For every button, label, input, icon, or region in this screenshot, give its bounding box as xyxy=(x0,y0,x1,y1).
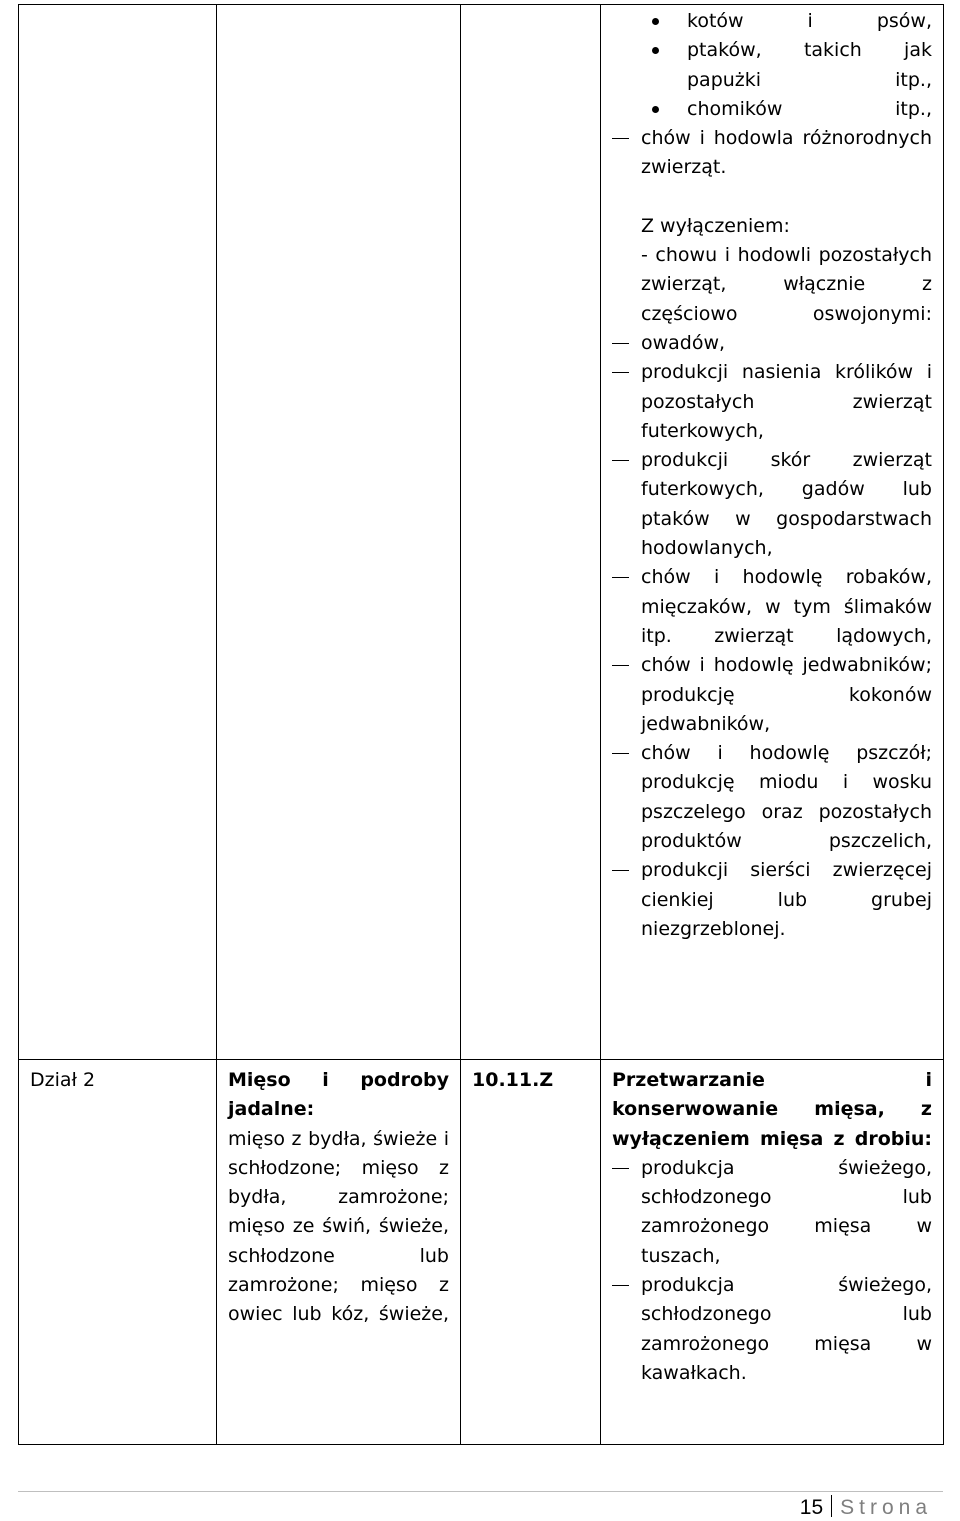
product-cell xyxy=(217,1060,461,1445)
dash-item xyxy=(612,651,932,739)
activity-cell xyxy=(601,5,944,1060)
bullet-item: ptaków, takich jak papużki itp., xyxy=(612,36,932,95)
page-footer xyxy=(800,1495,932,1521)
dash-item-text: produkcja świeżego, schłodzonego lub zamrożonego mięsa w tuszach, xyxy=(641,1156,932,1267)
dash-item-text: produkcji sierści zwierzęcej cienkiej lub grubej niezgrzeblonej. xyxy=(641,859,932,940)
exclusion-intro: Z wyłączeniem: xyxy=(641,214,790,237)
dash-marker xyxy=(612,1168,629,1169)
dash-item-text: chów i hodowlę jedwabników; produkcję kokonów jedwabników, xyxy=(641,654,932,735)
activity-cell xyxy=(601,1060,944,1445)
dash-item-text: chów i hodowla różnorodnych zwierząt. xyxy=(641,127,932,179)
section-cell xyxy=(19,5,217,1060)
page-number: 15 xyxy=(799,1496,824,1519)
exclusion-sub: - chowu i hodowli pozostałych zwierząt, włącznie z częściowo oswojonymi: xyxy=(641,244,932,325)
page-word: Strona xyxy=(840,1496,932,1519)
section-cell xyxy=(19,1060,217,1445)
activity-title: Przetwarzanie i konserwowanie mięsa, z wyłączeniem mięsa z drobiu: xyxy=(612,1069,932,1150)
table-row xyxy=(19,5,944,1060)
dash-item xyxy=(612,739,932,856)
dash-marker xyxy=(612,1285,629,1286)
code-cell xyxy=(461,5,601,1060)
dash-marker xyxy=(612,753,629,754)
dash-marker xyxy=(612,343,629,344)
product-cell xyxy=(217,5,461,1060)
dash-item xyxy=(612,563,932,651)
dash-marker xyxy=(612,665,629,666)
footer-divider xyxy=(18,1491,943,1492)
dash-marker xyxy=(612,372,629,373)
dash-item-text: chów i hodowlę robaków, mięczaków, w tym ślimaków itp. zwierząt lądowych, xyxy=(641,566,932,647)
dash-item-text: produkcji nasienia królików i pozostałych zwierząt futerkowych, xyxy=(641,361,932,442)
dash-item xyxy=(612,358,932,446)
table-row xyxy=(19,1060,944,1445)
dash-item-text: produkcji skór zwierząt futerkowych, gadów lub ptaków w gospodarstwach hodowlanych, xyxy=(641,449,932,560)
dash-marker xyxy=(612,138,629,139)
footer-separator xyxy=(831,1495,832,1517)
dash-item-text: owadów, xyxy=(641,331,726,354)
section-label: Dział 2 xyxy=(30,1069,96,1091)
dash-item xyxy=(612,856,932,944)
dash-marker xyxy=(612,460,629,461)
dash-item-text: chów i hodowlę pszczół; produkcję miodu i wosku pszczelego oraz pozostałych produktów pszczelich, xyxy=(641,742,932,853)
activity-code: 10.11.Z xyxy=(472,1069,554,1091)
product-description: mięso z bydła, świeże i schłodzone; mięso z bydła, zamrożone; mięso ze świń, świeże, schłodzone lub zamrożone; mięso z owiec lub kóz, świeże, xyxy=(228,1127,449,1326)
product-title: Mięso i podroby jadalne: xyxy=(228,1069,449,1121)
dash-item xyxy=(612,1154,932,1271)
classification-table xyxy=(18,4,944,1445)
dash-item-text: produkcja świeżego, schłodzonego lub zamrożonego mięsa w kawałkach. xyxy=(641,1274,932,1384)
dash-item xyxy=(612,446,932,563)
dash-item xyxy=(612,1271,932,1388)
dash-item xyxy=(612,329,932,358)
dash-marker xyxy=(612,870,629,871)
code-cell xyxy=(461,1060,601,1445)
dash-item xyxy=(612,124,932,183)
bullet-item: kotów i psów, xyxy=(612,7,932,36)
bullet-item: chomików itp., xyxy=(612,95,932,124)
dash-marker xyxy=(612,577,629,578)
